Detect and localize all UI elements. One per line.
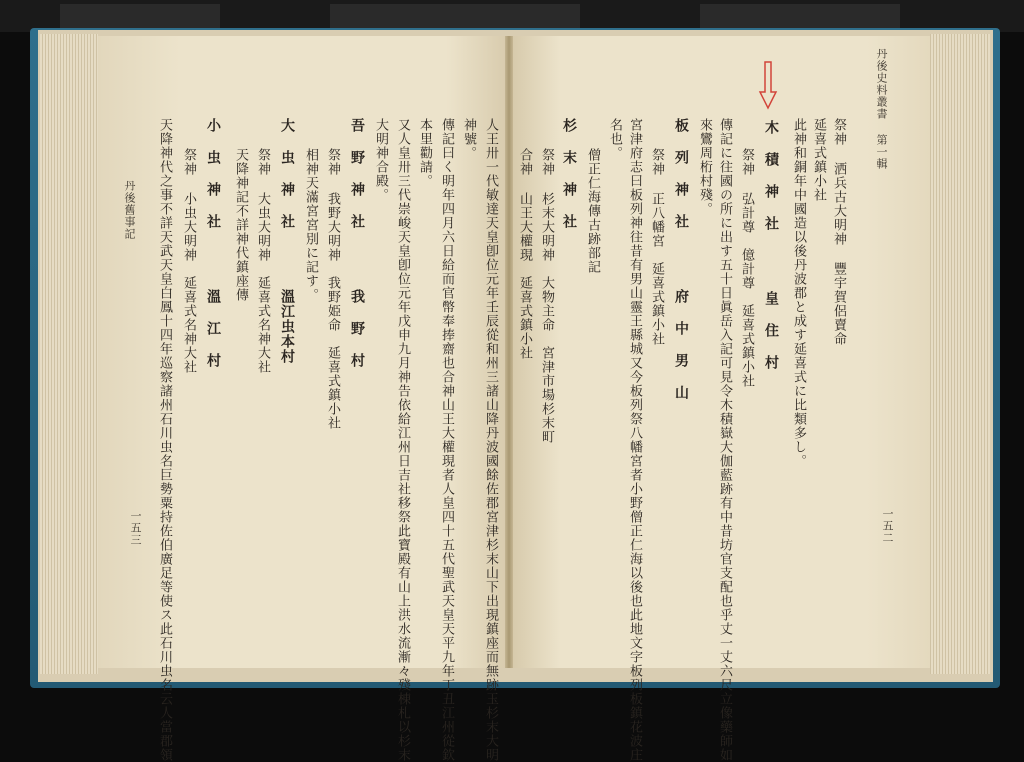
shrine-heading: 吾 野 神 社 我 野 村: [349, 118, 365, 368]
scanner-panel: [700, 4, 900, 28]
text-column: 傳記に往國の所に出す五十日眞岳入記可見令木積嶽大伽藍跡有中昔坊官支配也乎丈一丈六尺立像藥師如: [717, 118, 732, 762]
shrine-heading: 板 列 神 社 府 中 男 山: [673, 118, 689, 400]
page-edges-left: [40, 34, 98, 674]
text-column: 祭神 洒兵古大明神 豐宇賀侶賣命: [831, 118, 846, 346]
text-column: 大明神合殿。: [373, 118, 388, 202]
text-column: 祭神 弘計尊 億計尊 延喜式鎮小社: [739, 148, 754, 388]
right-page-header: 丹後史料叢書 第一輯: [875, 48, 888, 170]
text-column: 僧正仁海傳古跡部記: [585, 148, 600, 274]
book-gutter: [505, 36, 513, 668]
text-column: 祭神 大虫大明神 延喜式名神大社: [255, 148, 270, 374]
text-column: 天降神記不詳神代鎮座傳: [233, 148, 248, 302]
shrine-heading: 大 虫 神 社 溫江虫本村: [279, 118, 295, 364]
right-page-number: 一五二: [881, 508, 894, 544]
text-column: 名也。: [607, 118, 622, 160]
text-column: 此神和銅年中國造以後丹波郡と成す延喜式に比類多し。: [791, 118, 806, 468]
text-column: 本里勸請。: [417, 118, 432, 188]
text-column: 合神 山王大權現 延喜式鎮小社: [517, 148, 532, 360]
left-page-number: 一五三: [129, 510, 142, 546]
down-arrow-icon: [758, 60, 778, 110]
text-column: 祭神 杉末大明神 大物主命 宮津市場杉末町: [539, 148, 554, 444]
page-edges-right: [930, 34, 990, 674]
text-column: 來鸞周桁村殘。: [697, 118, 712, 216]
text-column: 祭神 正八幡宮 延喜式鎮小社: [649, 148, 664, 346]
left-page-header: 丹後舊事記: [123, 180, 136, 240]
shrine-heading: 木 積 神 社 皇 住 村: [763, 120, 779, 370]
text-column: 神號。: [461, 118, 476, 160]
text-column: 延喜式鎮小社: [811, 118, 826, 202]
shrine-heading: 小 虫 神 社 溫 江 村: [205, 118, 221, 368]
text-column: 宮津府志曰板列神往昔有男山靈王縣城又今板列祭八幡宮者小野僧正仁海以後也此地文字板列板鎮花波庄: [627, 118, 642, 762]
text-column: 祭神 我野大明神 我野姫命 延喜式鎮小社: [325, 148, 340, 430]
scanner-panel: [330, 4, 580, 28]
text-column: 人王卅一代敏達天皇卽位元年壬辰從和州三諸山降丹波國餘佐郡宮津杉末山下出現鎮座而無跡玉杉末大明: [483, 118, 498, 762]
scanner-panel: [60, 4, 220, 28]
text-column: 祭神 小虫大明神 延喜式名神大社: [181, 148, 196, 374]
shrine-heading: 杉 末 神 社: [561, 118, 577, 229]
text-column: 相神天滿宮宮別に記す。: [303, 148, 318, 302]
text-column: 又人皇卅三代崇峻天皇卽位元年戊申九月神告依給江州日吉社移祭此寶殿有山上洪水流漸々殘棟札以杉末: [395, 118, 410, 762]
text-column: 天降神代之事不詳天武天皇白鳳十四年巡察諸州石川虫名巨勢粟持佐伯廣足等使ス此石川虫名云人當郡領: [157, 118, 172, 762]
text-column: 傳記曰く明年四月六日給而官幣奉捧齋也合神山王大權現者人皇四十五代聖武天皇天平九年丁丑江州從欽: [439, 118, 454, 762]
